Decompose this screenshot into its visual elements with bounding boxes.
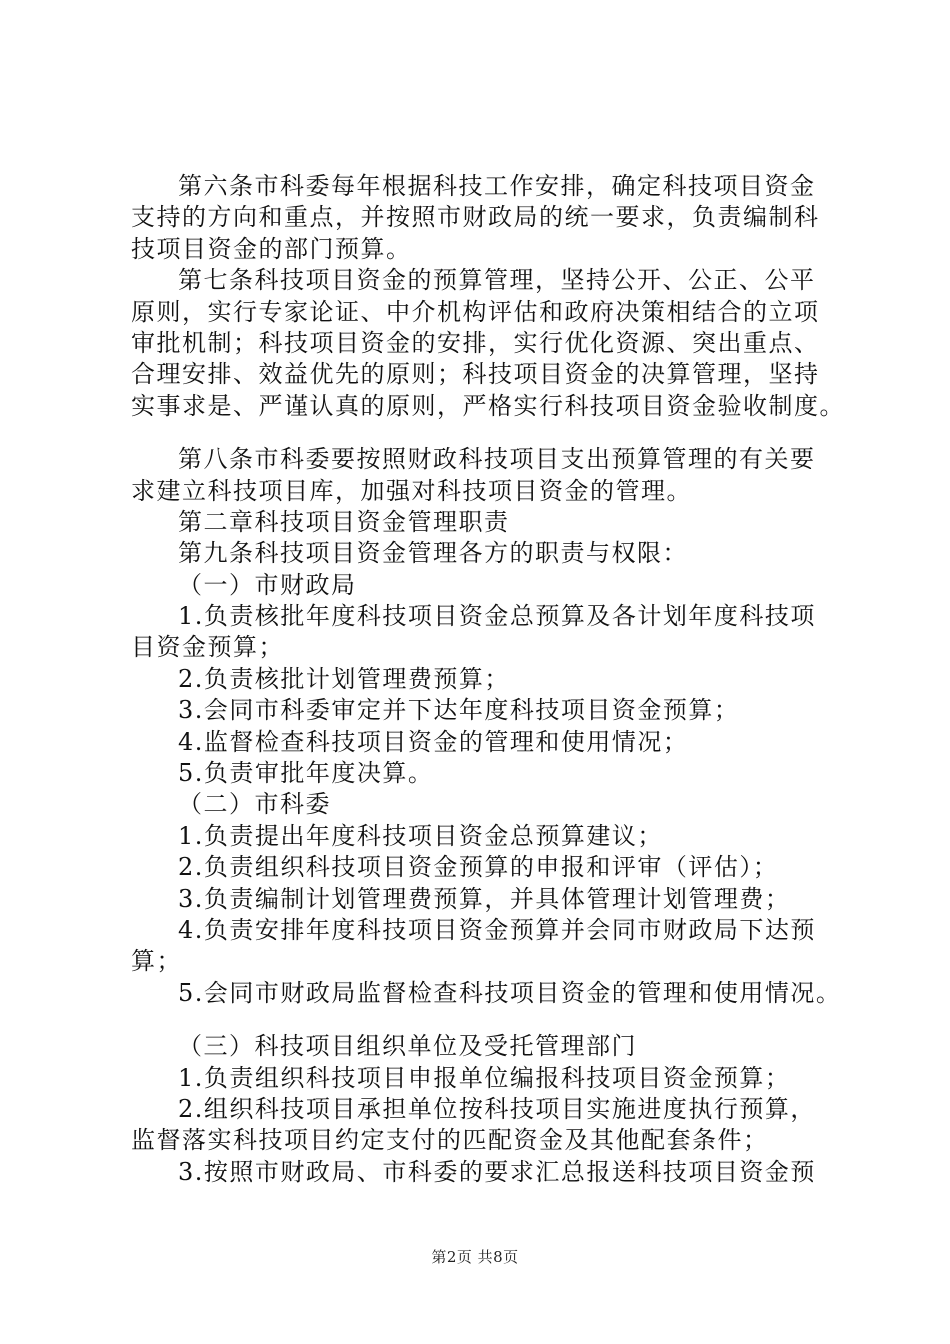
paragraph-gap bbox=[131, 1009, 841, 1031]
text-line: （二）市科委 bbox=[178, 790, 331, 819]
text-line: 支持的方向和重点，并按照市财政局的统一要求，负责编制科 bbox=[131, 203, 820, 232]
text-line: 3.负责编制计划管理费预算，并具体管理计划管理费； bbox=[178, 884, 791, 913]
text-line: 2.负责组织科技项目资金预算的申报和评审（评估）； bbox=[178, 853, 779, 882]
text-line: 1.负责提出年度科技项目资金总预算建议； bbox=[178, 821, 663, 850]
text-line: 实事求是、严谨认真的原则，严格实行科技项目资金验收制度。 bbox=[131, 391, 845, 420]
text-line: 技项目资金的部门预算。 bbox=[131, 234, 412, 263]
text-line: 第七条科技项目资金的预算管理，坚持公开、公正、公平 bbox=[178, 266, 816, 295]
text-line: 4.监督检查科技项目资金的管理和使用情况； bbox=[178, 727, 689, 756]
text-line: 原则，实行专家论证、中介机构评估和政府决策相结合的立项 bbox=[131, 297, 820, 326]
text-line: 5.会同市财政局监督检查科技项目资金的管理和使用情况。 bbox=[178, 978, 842, 1007]
text-line: 1.负责核批年度科技项目资金总预算及各计划年度科技项 bbox=[178, 602, 816, 631]
page-number-footer: 第2页 共8页 bbox=[431, 1248, 519, 1266]
text-line: 1.负责组织科技项目申报单位编报科技项目资金预算； bbox=[178, 1063, 791, 1092]
paragraph-gap bbox=[131, 422, 841, 444]
text-line: （一）市财政局 bbox=[178, 570, 357, 599]
text-line: 2.组织科技项目承担单位按科技项目实施进度执行预算， bbox=[178, 1094, 816, 1123]
text-line: 第九条科技项目资金管理各方的职责与权限： bbox=[178, 539, 688, 568]
text-line: 5.负责审批年度决算。 bbox=[178, 759, 434, 788]
text-line: 第二章科技项目资金管理职责 bbox=[178, 507, 510, 536]
text-line: 审批机制；科技项目资金的安排，实行优化资源、突出重点、 bbox=[131, 328, 820, 357]
text-line: 第六条市科委每年根据科技工作安排，确定科技项目资金 bbox=[178, 172, 816, 200]
text-line: 第八条市科委要按照财政科技项目支出预算管理的有关要 bbox=[178, 445, 816, 474]
text-line: （三）科技项目组织单位及受托管理部门 bbox=[178, 1032, 637, 1061]
text-line: 监督落实科技项目约定支付的匹配资金及其他配套条件； bbox=[131, 1126, 769, 1155]
text-line: 合理安排、效益优先的原则；科技项目资金的决算管理，坚持 bbox=[131, 360, 820, 389]
text-line: 2.负责核批计划管理费预算； bbox=[178, 664, 510, 693]
text-line: 目资金预算； bbox=[131, 633, 284, 662]
text-line: 3.会同市科委审定并下达年度科技项目资金预算； bbox=[178, 696, 740, 725]
text-line: 4.负责安排年度科技项目资金预算并会同市财政局下达预 bbox=[178, 915, 816, 944]
text-line: 算； bbox=[131, 947, 182, 976]
document-body bbox=[131, 171, 845, 1188]
text-line: 3.按照市财政局、市科委的要求汇总报送科技项目资金预 bbox=[178, 1157, 816, 1186]
text-line: 求建立科技项目库，加强对科技项目资金的管理。 bbox=[131, 476, 692, 505]
